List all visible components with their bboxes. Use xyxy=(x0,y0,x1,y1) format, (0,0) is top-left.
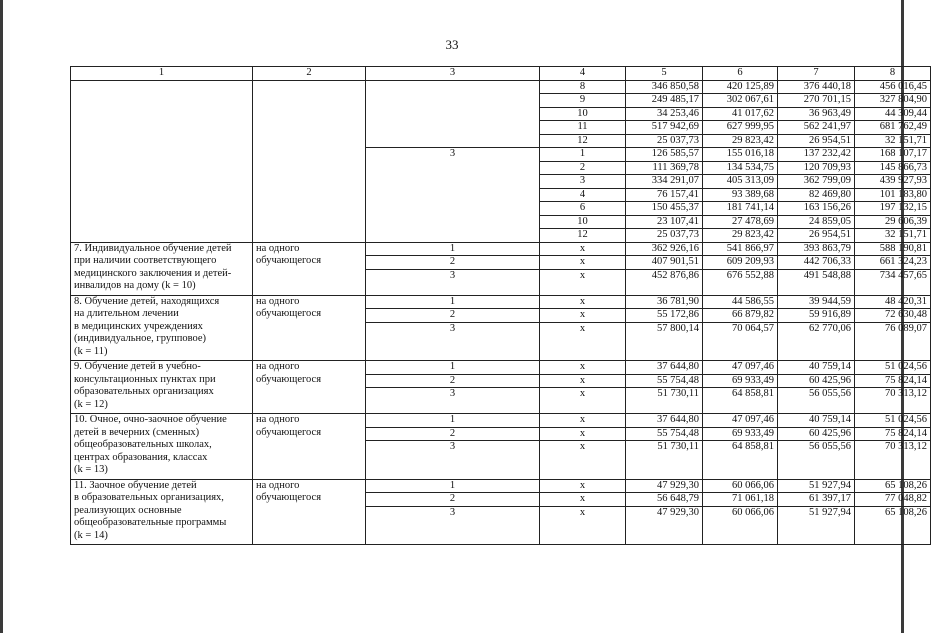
service-description-line: консультационных пунктах при xyxy=(74,373,216,385)
value-cell: 26 954,51 xyxy=(778,229,855,243)
value-cell: 32 151,71 xyxy=(855,134,931,148)
group-cell: 2 xyxy=(366,374,540,388)
value-cell: 51 024,56 xyxy=(855,361,931,375)
value-cell: 627 999,95 xyxy=(703,121,778,135)
value-cell: 676 552,88 xyxy=(703,269,778,295)
value-cell: 491 548,88 xyxy=(778,269,855,295)
value-cell: 120 709,93 xyxy=(778,161,855,175)
value-cell: 25 037,73 xyxy=(626,134,703,148)
value-cell: 36 781,90 xyxy=(626,295,703,309)
code-cell: 12 xyxy=(540,229,626,243)
description-cell xyxy=(71,80,253,242)
unit-cell-line: на одного xyxy=(256,361,300,372)
value-cell: 64 858,81 xyxy=(703,441,778,480)
group-cell xyxy=(366,80,540,148)
value-cell: 126 585,57 xyxy=(626,148,703,162)
group-cell: 3 xyxy=(366,322,540,361)
code-cell: х xyxy=(540,322,626,361)
value-cell: 24 859,05 xyxy=(778,215,855,229)
value-cell: 57 800,14 xyxy=(626,322,703,361)
service-description-line: на длительном лечении xyxy=(74,308,179,319)
unit-cell-line: обучающегося xyxy=(256,255,322,266)
header-cell: 4 xyxy=(540,67,626,81)
value-cell: 249 485,17 xyxy=(626,94,703,108)
value-cell: 25 037,73 xyxy=(626,229,703,243)
header-cell: 2 xyxy=(253,67,366,81)
code-cell: 1 xyxy=(540,148,626,162)
unit-cell-line: на одного xyxy=(256,414,300,425)
header-cell: 8 xyxy=(855,67,931,81)
group-cell: 2 xyxy=(366,256,540,270)
value-cell: 134 534,75 xyxy=(703,161,778,175)
group-cell: 1 xyxy=(366,479,540,493)
service-description-line: 7. Индивидуальное обучение детей xyxy=(74,242,232,254)
value-cell: 101 183,80 xyxy=(855,188,931,202)
service-description-line: 9. Обучение детей в учебно- xyxy=(74,361,201,372)
value-cell: 197 132,15 xyxy=(855,202,931,216)
unit-cell xyxy=(253,479,366,545)
scan-edge-left xyxy=(0,0,3,633)
code-cell: х xyxy=(540,295,626,309)
value-cell: 29 823,42 xyxy=(703,229,778,243)
value-cell: 76 157,41 xyxy=(626,188,703,202)
code-cell: 6 xyxy=(540,202,626,216)
code-cell: 11 xyxy=(540,121,626,135)
value-cell: 393 863,79 xyxy=(778,242,855,256)
value-cell: 64 858,81 xyxy=(703,388,778,414)
service-description-line: (индивидуальное, групповое) xyxy=(74,333,206,344)
unit-cell-line: обучающегося xyxy=(256,492,322,503)
service-description-line: в медицинских учреждениях xyxy=(74,320,203,332)
code-cell: х xyxy=(540,493,626,507)
value-cell: 71 061,18 xyxy=(703,493,778,507)
code-cell: х xyxy=(540,256,626,270)
header-cell: 3 xyxy=(366,67,540,81)
unit-cell xyxy=(253,414,366,480)
service-description-line: в образовательных организациях, xyxy=(74,492,224,503)
value-cell: 27 478,69 xyxy=(703,215,778,229)
code-cell: 4 xyxy=(540,188,626,202)
service-description-line: детей в вечерних (сменных) xyxy=(74,426,200,438)
page-number: 33 xyxy=(445,37,459,52)
value-cell: 93 389,68 xyxy=(703,188,778,202)
value-cell: 541 866,97 xyxy=(703,242,778,256)
code-cell: 9 xyxy=(540,94,626,108)
value-cell: 270 701,15 xyxy=(778,94,855,108)
header-cell: 7 xyxy=(778,67,855,81)
value-cell: 405 313,09 xyxy=(703,175,778,189)
service-description xyxy=(71,361,253,414)
unit-cell-line: обучающегося xyxy=(256,426,322,438)
code-cell: 12 xyxy=(540,134,626,148)
header-cell: 6 xyxy=(703,67,778,81)
code-cell: х xyxy=(540,388,626,414)
table-row xyxy=(71,479,931,493)
value-cell: 362 926,16 xyxy=(626,242,703,256)
service-description-line: при наличии соответствующего xyxy=(74,255,217,266)
value-cell: 23 107,41 xyxy=(626,215,703,229)
code-cell: 2 xyxy=(540,161,626,175)
value-cell: 145 866,73 xyxy=(855,161,931,175)
value-cell: 66 879,82 xyxy=(703,309,778,323)
value-cell: 77 048,82 xyxy=(855,493,931,507)
value-cell: 40 759,14 xyxy=(778,361,855,375)
value-cell: 76 089,07 xyxy=(855,322,931,361)
service-description xyxy=(71,479,253,545)
category-cell xyxy=(253,80,366,242)
group-cell: 1 xyxy=(366,414,540,428)
value-cell: 407 901,51 xyxy=(626,256,703,270)
value-cell: 56 055,56 xyxy=(778,388,855,414)
value-cell: 609 209,93 xyxy=(703,256,778,270)
value-cell: 60 066,06 xyxy=(703,506,778,545)
value-cell: 37 644,80 xyxy=(626,361,703,375)
value-cell: 163 156,26 xyxy=(778,202,855,216)
code-cell: х xyxy=(540,361,626,375)
value-cell: 62 770,06 xyxy=(778,322,855,361)
unit-cell xyxy=(253,242,366,295)
value-cell: 47 097,46 xyxy=(703,414,778,428)
code-cell: х xyxy=(540,479,626,493)
service-description xyxy=(71,295,253,361)
value-cell: 61 397,17 xyxy=(778,493,855,507)
value-cell: 150 455,37 xyxy=(626,202,703,216)
value-cell: 72 630,48 xyxy=(855,309,931,323)
unit-cell xyxy=(253,295,366,361)
value-cell: 442 706,33 xyxy=(778,256,855,270)
value-cell: 734 457,65 xyxy=(855,269,931,295)
table-row xyxy=(71,80,931,94)
value-cell: 302 067,61 xyxy=(703,94,778,108)
value-cell: 56 648,79 xyxy=(626,493,703,507)
code-cell: х xyxy=(540,441,626,480)
value-cell: 60 425,96 xyxy=(778,427,855,441)
value-cell: 452 876,86 xyxy=(626,269,703,295)
value-cell: 65 108,26 xyxy=(855,506,931,545)
value-cell: 37 644,80 xyxy=(626,414,703,428)
value-cell: 60 066,06 xyxy=(703,479,778,493)
group-cell: 3 xyxy=(366,441,540,480)
value-cell: 29 823,42 xyxy=(703,134,778,148)
service-description-line: (k = 14) xyxy=(74,529,108,541)
service-description xyxy=(71,414,253,480)
service-description-line: 8. Обучение детей, находящихся xyxy=(74,295,220,307)
value-cell: 588 190,81 xyxy=(855,242,931,256)
value-cell: 70 313,12 xyxy=(855,441,931,480)
service-description xyxy=(71,242,253,295)
service-description-line: общеобразовательных школах, xyxy=(74,439,212,450)
value-cell: 47 929,30 xyxy=(626,506,703,545)
value-cell: 70 313,12 xyxy=(855,388,931,414)
value-cell: 517 942,69 xyxy=(626,121,703,135)
unit-cell-line: обучающегося xyxy=(256,308,322,319)
value-cell: 44 309,44 xyxy=(855,107,931,121)
code-cell: 10 xyxy=(540,107,626,121)
value-cell: 111 369,78 xyxy=(626,161,703,175)
value-cell: 69 933,49 xyxy=(703,374,778,388)
value-cell: 51 730,11 xyxy=(626,388,703,414)
header-cell: 1 xyxy=(71,67,253,81)
service-description-line: инвалидов на дому (k = 10) xyxy=(74,280,196,291)
table-row xyxy=(71,414,931,428)
value-cell: 39 944,59 xyxy=(778,295,855,309)
code-cell: х xyxy=(540,414,626,428)
value-cell: 155 016,18 xyxy=(703,148,778,162)
unit-cell-line: на одного xyxy=(256,242,300,254)
service-description-line: общеобразовательные программы xyxy=(74,517,227,528)
value-cell: 661 324,23 xyxy=(855,256,931,270)
service-description-line: 10. Очное, очно-заочное обучение xyxy=(74,414,227,425)
value-cell: 36 963,49 xyxy=(778,107,855,121)
service-description-line: центрах образования, классах xyxy=(74,451,208,463)
group-cell: 3 xyxy=(366,269,540,295)
value-cell: 69 933,49 xyxy=(703,427,778,441)
value-cell: 40 759,14 xyxy=(778,414,855,428)
code-cell: 8 xyxy=(540,80,626,94)
value-cell: 75 824,14 xyxy=(855,427,931,441)
value-cell: 376 440,18 xyxy=(778,80,855,94)
value-cell: 346 850,58 xyxy=(626,80,703,94)
code-cell: 10 xyxy=(540,215,626,229)
value-cell: 362 799,09 xyxy=(778,175,855,189)
value-cell: 56 055,56 xyxy=(778,441,855,480)
value-cell: 34 253,46 xyxy=(626,107,703,121)
code-cell: х xyxy=(540,242,626,256)
unit-cell-line: на одного xyxy=(256,479,300,491)
value-cell: 82 469,80 xyxy=(778,188,855,202)
value-cell: 26 954,51 xyxy=(778,134,855,148)
value-cell: 681 762,49 xyxy=(855,121,931,135)
value-cell: 51 927,94 xyxy=(778,479,855,493)
group-cell: 2 xyxy=(366,427,540,441)
group-cell: 1 xyxy=(366,295,540,309)
group-cell: 3 xyxy=(366,388,540,414)
table-row xyxy=(71,295,931,309)
service-description-line: медицинского заключения и детей- xyxy=(74,267,232,279)
value-cell: 75 824,14 xyxy=(855,374,931,388)
value-cell: 48 420,31 xyxy=(855,295,931,309)
value-cell: 327 804,90 xyxy=(855,94,931,108)
group-cell: 1 xyxy=(366,242,540,256)
value-cell: 32 151,71 xyxy=(855,229,931,243)
code-cell: 3 xyxy=(540,175,626,189)
group-cell: 2 xyxy=(366,309,540,323)
group-cell: 3 xyxy=(366,506,540,545)
cost-table xyxy=(70,66,931,545)
code-cell: х xyxy=(540,374,626,388)
value-cell: 65 108,26 xyxy=(855,479,931,493)
value-cell: 439 927,93 xyxy=(855,175,931,189)
value-cell: 29 606,39 xyxy=(855,215,931,229)
value-cell: 334 291,07 xyxy=(626,175,703,189)
header-cell: 5 xyxy=(626,67,703,81)
value-cell: 47 929,30 xyxy=(626,479,703,493)
value-cell: 181 741,14 xyxy=(703,202,778,216)
code-cell: х xyxy=(540,427,626,441)
value-cell: 47 097,46 xyxy=(703,361,778,375)
value-cell: 55 172,86 xyxy=(626,309,703,323)
value-cell: 456 016,45 xyxy=(855,80,931,94)
value-cell: 41 017,62 xyxy=(703,107,778,121)
service-description-line: реализующих основные xyxy=(74,504,182,516)
service-description-line: (k = 11) xyxy=(74,345,108,357)
table-row xyxy=(71,361,931,375)
value-cell: 44 586,55 xyxy=(703,295,778,309)
unit-cell-line: обучающегося xyxy=(256,373,322,385)
value-cell: 59 916,89 xyxy=(778,309,855,323)
value-cell: 60 425,96 xyxy=(778,374,855,388)
value-cell: 55 754,48 xyxy=(626,427,703,441)
table-row xyxy=(71,242,931,256)
table-body xyxy=(71,80,931,545)
value-cell: 51 024,56 xyxy=(855,414,931,428)
group-cell: 3 xyxy=(366,148,540,243)
unit-cell xyxy=(253,361,366,414)
unit-cell-line: на одного xyxy=(256,295,300,307)
value-cell: 55 754,48 xyxy=(626,374,703,388)
service-description-line: 11. Заочное обучение детей xyxy=(74,479,197,491)
code-cell: х xyxy=(540,506,626,545)
value-cell: 420 125,89 xyxy=(703,80,778,94)
code-cell: х xyxy=(540,309,626,323)
code-cell: х xyxy=(540,269,626,295)
value-cell: 51 927,94 xyxy=(778,506,855,545)
group-cell: 2 xyxy=(366,493,540,507)
header-row xyxy=(71,67,931,81)
value-cell: 70 064,57 xyxy=(703,322,778,361)
value-cell: 137 232,42 xyxy=(778,148,855,162)
value-cell: 562 241,97 xyxy=(778,121,855,135)
service-description-line: (k = 12) xyxy=(74,398,108,410)
service-description-line: образовательных организациях xyxy=(74,386,214,397)
value-cell: 168 107,17 xyxy=(855,148,931,162)
service-description-line: (k = 13) xyxy=(74,464,108,475)
group-cell: 1 xyxy=(366,361,540,375)
value-cell: 51 730,11 xyxy=(626,441,703,480)
